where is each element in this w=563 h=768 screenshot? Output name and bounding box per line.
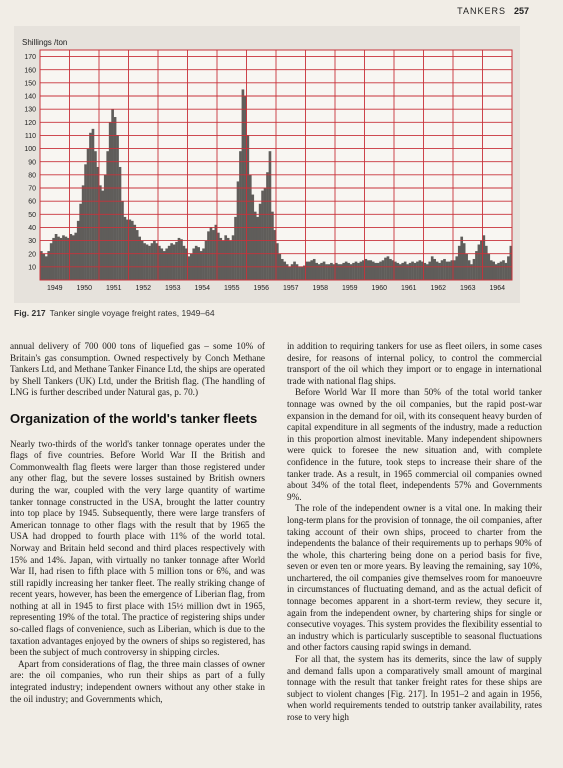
x-tick-label: 1963 (459, 285, 476, 292)
bar (468, 260, 471, 280)
bar (313, 259, 316, 280)
freight-rate-chart (14, 26, 520, 303)
bar (195, 246, 198, 280)
bar (473, 259, 476, 280)
bar (281, 259, 284, 280)
bar (431, 256, 434, 280)
bar (288, 267, 291, 280)
x-tick-label: 1964 (489, 285, 506, 292)
bar (502, 260, 505, 280)
bar (136, 230, 139, 280)
bar (131, 221, 134, 280)
y-tick-label: 40 (28, 225, 36, 233)
bar (170, 243, 173, 280)
y-tick-label: 70 (28, 185, 36, 193)
bar (367, 260, 370, 280)
bar (72, 235, 75, 280)
bar (212, 230, 215, 280)
bar (428, 262, 431, 280)
bar (507, 256, 510, 280)
bar (45, 256, 48, 280)
bar (446, 262, 449, 280)
bar (173, 245, 176, 280)
x-tick-label: 1962 (430, 285, 447, 292)
bar (192, 248, 195, 280)
y-tick-label: 120 (24, 119, 36, 127)
bar (505, 263, 508, 280)
bar (372, 262, 375, 280)
bar (227, 238, 230, 280)
bar (106, 151, 109, 280)
section-title: TANKERS (457, 6, 506, 16)
paragraph: in addition to requiring tankers for use as fleet oilers, in some cases desire, for reasons of internal policy, to control the commercial transport of the oil which they import or to engage in international trade with national flag ships. (287, 341, 542, 386)
x-tick-label: 1956 (253, 285, 270, 292)
bar (79, 204, 82, 280)
bar (47, 251, 50, 280)
bar (175, 242, 178, 280)
x-tick-label: 1950 (76, 285, 93, 292)
y-tick-label: 50 (28, 211, 36, 219)
bar (342, 263, 345, 280)
bar (202, 248, 205, 280)
bar (293, 262, 296, 280)
bar (77, 221, 80, 280)
bar (60, 238, 63, 280)
bar (283, 262, 286, 280)
bar (500, 262, 503, 280)
bar (92, 129, 95, 280)
bar (357, 263, 360, 280)
bar (111, 109, 114, 280)
y-tick-label: 170 (24, 54, 36, 62)
y-tick-label: 20 (28, 251, 36, 259)
y-tick-label: 30 (28, 238, 36, 246)
bar (239, 151, 242, 280)
bar (264, 188, 267, 280)
y-tick-label: 100 (24, 146, 36, 154)
bar (460, 237, 463, 280)
bar (441, 260, 444, 280)
bar (200, 251, 203, 280)
paragraph: For all that, the system has its demerits, since the law of supply and demand falls upon a comparatively small amount of marginal tonnage with the result that tanker freight rates for these ships are subject to violent changes [Fig. 217]. In 1951–2 and again in 1956, when world requirements tended to outstrip tanker availability, rates rose to very high (287, 654, 542, 722)
bar (205, 241, 208, 280)
bar (82, 185, 85, 280)
y-tick-label: 140 (24, 93, 36, 101)
bar (374, 263, 377, 280)
running-head (457, 6, 529, 16)
bar (178, 238, 181, 280)
bar (84, 164, 87, 280)
bar (485, 246, 488, 280)
bar (62, 235, 65, 280)
bar (389, 259, 392, 280)
bar (301, 267, 304, 280)
bar (141, 241, 144, 280)
bar (345, 262, 348, 280)
paragraph: The role of the independent owner is a vital one. In making their long-term plans for the provision of tonnage, the oil companies, after taking account of their own ships, proceed to charter from the independents the balance of their requirements up to perhaps 90% of the whole, this chartering being done on a period basis for five, seven or even ten or more years. By leaving the remaining, say 10%, unchartered, the oil companies give themselves room for manoeuvre in circumstances of fluctuating demand, and as the actual deficit of tonnage becomes apparent in a short-term review, they secure it, again from the independent owner, by chartering ships for single or consecutive voyages. This system provides the flexibility essential to an industry which is particularly susceptible to seasonal fluctuations and other factors causing rapid swings in demand. (287, 503, 542, 653)
bar (320, 263, 323, 280)
y-tick-label: 10 (28, 264, 36, 272)
bar (419, 260, 422, 280)
bar (52, 238, 55, 280)
bar (65, 237, 68, 280)
bar (165, 248, 168, 280)
bar (89, 133, 92, 280)
bar (347, 263, 350, 280)
x-tick-label: 1958 (312, 285, 329, 292)
bar (404, 262, 407, 280)
x-tick-label: 1951 (105, 285, 122, 292)
bar (355, 262, 358, 280)
bar (116, 135, 119, 280)
bar (492, 262, 495, 280)
bar (232, 235, 235, 280)
page-number: 257 (513, 6, 529, 16)
bar (168, 246, 171, 280)
paragraph: Before World War II more than 50% of the total world tanker tonnage was owned by the oil companies, but the rapid post-war expansion in the demand for oil, with its consequent heavy burden of capital expenditure in all segments of the industry, made a reduction in this proportion almost inevitable. Many independent shipowners were quick to foresee the new situation and, with complete confidence in the future, took steps to increase their share of the tanker trade. As a result, in 1965 commercial oil companies owned about 34% of the total fleet, independents 57% and Governments 9%. (287, 387, 542, 502)
bar (310, 260, 313, 280)
bar (323, 262, 326, 280)
bar (94, 151, 97, 280)
x-tick-label: 1953 (164, 285, 181, 292)
bar (124, 217, 127, 280)
bar (269, 151, 272, 280)
figure-caption-text: Tanker single voyage freight rates, 1949–64 (49, 308, 215, 318)
bar (222, 241, 225, 280)
x-tick-label: 1952 (135, 285, 152, 292)
bar (330, 263, 333, 280)
bar (463, 243, 466, 280)
x-tick-label: 1954 (194, 285, 211, 292)
bar (369, 260, 372, 280)
bar (197, 247, 200, 280)
bar (163, 251, 166, 280)
bar (143, 243, 146, 280)
bar (315, 263, 318, 280)
bar (475, 251, 478, 280)
bar (414, 263, 417, 280)
bar (490, 260, 493, 280)
bar (224, 235, 227, 280)
bar (207, 231, 210, 280)
bar (138, 237, 141, 280)
bar (377, 263, 380, 280)
bar (133, 225, 136, 280)
x-tick-label: 1957 (282, 285, 299, 292)
y-tick-label: 110 (24, 133, 36, 141)
bar (148, 246, 151, 280)
paragraph: annual delivery of 700 000 tons of liquefied gas – some 10% of Britain's gas consumption. Owned respectively by Conch Methane Tankers Ltd, and Methane Tanker Finance Ltd, the ships are operated by Shell Tankers (UK) Ltd, under the British flag. (The handling of LNG is further described under Natural gas, p. 70.) (10, 341, 265, 398)
x-tick-label: 1960 (371, 285, 388, 292)
bar (183, 246, 186, 280)
bar (160, 248, 163, 280)
bar (237, 181, 240, 280)
bar (382, 260, 385, 280)
bar (478, 245, 481, 280)
y-unit-label: Shillings /ton (22, 38, 68, 47)
bar (74, 233, 77, 280)
bar (119, 167, 122, 280)
bar (401, 263, 404, 280)
bar (57, 237, 60, 280)
bar (259, 204, 262, 280)
x-tick-label: 1961 (400, 285, 417, 292)
y-tick-label: 130 (24, 106, 36, 114)
bar (298, 267, 301, 280)
y-tick-label: 80 (28, 172, 36, 180)
y-tick-label: 150 (24, 80, 36, 88)
bar (409, 263, 412, 280)
bar (411, 262, 414, 280)
bar (146, 245, 149, 280)
x-tick-label: 1959 (341, 285, 358, 292)
right-column (287, 341, 542, 724)
bar (436, 262, 439, 280)
paragraph: Nearly two-thirds of the world's tanker tonnage operates under the flags of five countries. Before World War II the British and Commonwealth flag fleets were larger than those registered under any other flag, but the severe losses sustained by British owners during the war, coupled with the very large quantity of wartime tanker tonnage constructed in the USA, brought the latter country into top place by 1945. Subsequently, there were large transfers of American tonnage to other flags with the result that by 1965 the USA had dropped to fourth place with 11% of the world total. Norway and Britain held second and third places respectively with 15% and 14%. Japan, with virtually no tanker tonnage after World War II, had risen to fifth place with 5 million tons or 6%, and was still rapidly increasing her tanker fleet. The really striking change of recent years, however, has been the emergence of Liberian flag, from nothing at all in 1945 to first place with 15½ million dwt in 1965, representing 19% of the total. The practice of registering ships under so-called flags of convenience, such as Liberian, which is due to the taxation advantages enjoyed by the owners of ships so registered, has been the subject of much controversy in shipping circles. (10, 438, 265, 658)
bar (396, 263, 399, 280)
bar (242, 89, 245, 280)
chart-svg (14, 26, 520, 303)
y-tick-label: 160 (24, 67, 36, 75)
bar (497, 263, 500, 280)
bar (458, 246, 461, 280)
y-tick-label: 90 (28, 159, 36, 167)
bar (352, 263, 355, 280)
bar (387, 256, 390, 280)
section-heading: Organization of the world's tanker fleets (10, 410, 258, 426)
bar (438, 263, 441, 280)
x-tick-label: 1955 (223, 285, 240, 292)
bar (114, 117, 117, 280)
left-column (10, 341, 265, 705)
bar (455, 256, 458, 280)
bar (271, 212, 274, 280)
bar (308, 262, 311, 280)
bar (433, 259, 436, 280)
bar (151, 243, 154, 280)
figure-caption (14, 308, 520, 318)
bar (153, 241, 156, 280)
y-tick-label: 60 (28, 198, 36, 206)
bar (379, 262, 382, 280)
bar (234, 217, 237, 280)
bar (219, 238, 222, 280)
bar (180, 239, 183, 280)
x-tick-label: 1949 (46, 285, 63, 292)
figure-label: Fig. 217 (14, 308, 46, 318)
bar (229, 241, 232, 280)
bar (384, 258, 387, 280)
paragraph: Apart from considerations of flag, the three main classes of owner are: the oil companies, who run their ships as part of a fully integrated industry; independent owners without any other stake in the oil industry; and Governments which, (10, 658, 265, 704)
bar (416, 262, 419, 280)
bar (448, 262, 451, 280)
bar (256, 217, 259, 280)
bar (443, 259, 446, 280)
bar (50, 243, 53, 280)
bar (360, 262, 363, 280)
bar (254, 212, 257, 280)
